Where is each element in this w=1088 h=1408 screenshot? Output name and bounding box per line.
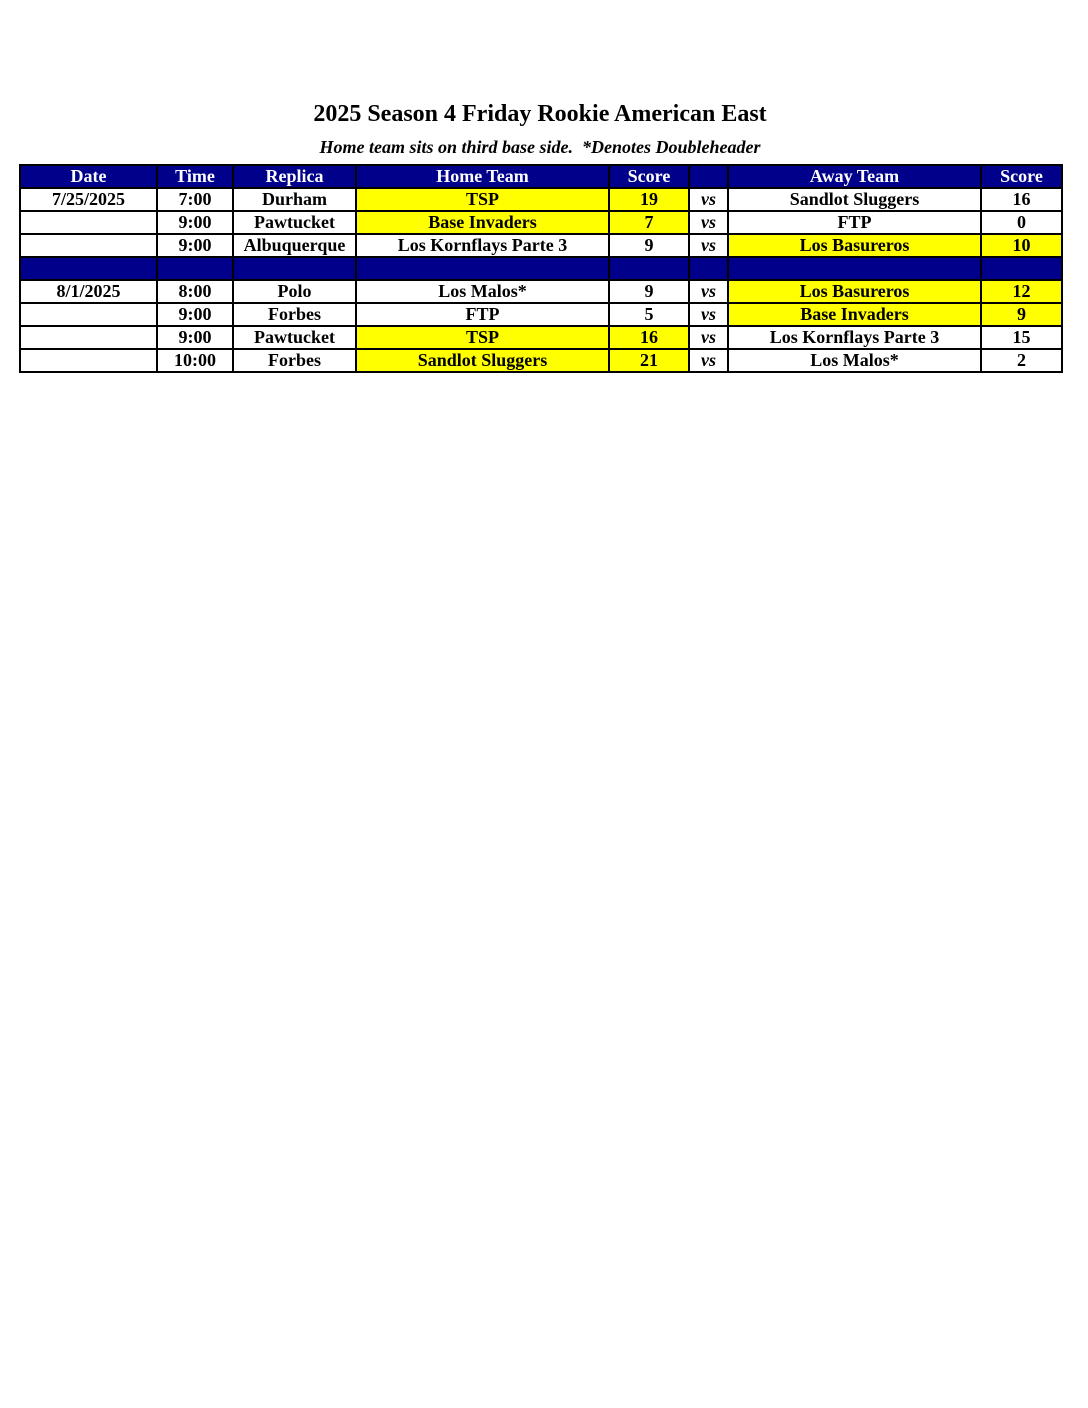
home-team-cell: Base Invaders: [356, 211, 609, 234]
home-score-cell: 19: [609, 188, 689, 211]
time-cell: 10:00: [157, 349, 233, 372]
home-score-cell: 21: [609, 349, 689, 372]
separator-cell: [356, 257, 609, 280]
replica-cell: Polo: [233, 280, 356, 303]
separator-cell: [981, 257, 1062, 280]
separator-cell: [689, 257, 728, 280]
replica-cell: Forbes: [233, 349, 356, 372]
week-separator-row: [20, 257, 1062, 280]
header-date: Date: [20, 165, 157, 188]
vs-cell: vs: [689, 211, 728, 234]
time-cell: 8:00: [157, 280, 233, 303]
away-team-cell: FTP: [728, 211, 981, 234]
header-time: Time: [157, 165, 233, 188]
game-row: [20, 234, 1062, 257]
separator-cell: [233, 257, 356, 280]
away-score-cell: 9: [981, 303, 1062, 326]
away-score-cell: 12: [981, 280, 1062, 303]
vs-cell: vs: [689, 188, 728, 211]
vs-cell: vs: [689, 234, 728, 257]
page-title: 2025 Season 4 Friday Rookie American East: [313, 101, 767, 127]
away-score-cell: 2: [981, 349, 1062, 372]
home-team-cell: Los Malos*: [356, 280, 609, 303]
away-team-cell: Los Kornflays Parte 3: [728, 326, 981, 349]
date-cell: [20, 349, 157, 372]
date-cell: [20, 326, 157, 349]
time-cell: 9:00: [157, 211, 233, 234]
schedule-body: [20, 188, 1062, 372]
vs-cell: vs: [689, 326, 728, 349]
date-cell: 7/25/2025: [20, 188, 157, 211]
time-cell: 7:00: [157, 188, 233, 211]
away-team-cell: Sandlot Sluggers: [728, 188, 981, 211]
header-row: [20, 165, 1062, 188]
home-score-cell: 9: [609, 280, 689, 303]
separator-cell: [728, 257, 981, 280]
date-cell: 8/1/2025: [20, 280, 157, 303]
home-score-cell: 16: [609, 326, 689, 349]
vs-cell: vs: [689, 303, 728, 326]
vs-cell: vs: [689, 280, 728, 303]
game-row: [20, 303, 1062, 326]
schedule-table: [19, 164, 1063, 373]
header-home-score: Score: [609, 165, 689, 188]
away-team-cell: Los Basureros: [728, 280, 981, 303]
date-cell: [20, 234, 157, 257]
home-score-cell: 7: [609, 211, 689, 234]
header-home-team: Home Team: [356, 165, 609, 188]
game-row: [20, 326, 1062, 349]
date-cell: [20, 211, 157, 234]
separator-cell: [20, 257, 157, 280]
game-row: [20, 280, 1062, 303]
replica-cell: Durham: [233, 188, 356, 211]
home-score-cell: 5: [609, 303, 689, 326]
vs-cell: vs: [689, 349, 728, 372]
header-replica: Replica: [233, 165, 356, 188]
header-vs: [689, 165, 728, 188]
time-cell: 9:00: [157, 326, 233, 349]
away-score-cell: 0: [981, 211, 1062, 234]
replica-cell: Pawtucket: [233, 326, 356, 349]
game-row: [20, 188, 1062, 211]
time-cell: 9:00: [157, 303, 233, 326]
away-team-cell: Los Malos*: [728, 349, 981, 372]
replica-cell: Forbes: [233, 303, 356, 326]
separator-cell: [609, 257, 689, 280]
header-away-score: Score: [981, 165, 1062, 188]
replica-cell: Pawtucket: [233, 211, 356, 234]
home-team-cell: TSP: [356, 326, 609, 349]
game-row: [20, 349, 1062, 372]
away-score-cell: 10: [981, 234, 1062, 257]
home-team-cell: Los Kornflays Parte 3: [356, 234, 609, 257]
separator-cell: [157, 257, 233, 280]
away-team-cell: Los Basureros: [728, 234, 981, 257]
away-score-cell: 16: [981, 188, 1062, 211]
home-team-cell: TSP: [356, 188, 609, 211]
home-team-cell: FTP: [356, 303, 609, 326]
home-team-cell: Sandlot Sluggers: [356, 349, 609, 372]
game-row: [20, 211, 1062, 234]
home-score-cell: 9: [609, 234, 689, 257]
date-cell: [20, 303, 157, 326]
away-team-cell: Base Invaders: [728, 303, 981, 326]
header-away-team: Away Team: [728, 165, 981, 188]
time-cell: 9:00: [157, 234, 233, 257]
replica-cell: Albuquerque: [233, 234, 356, 257]
away-score-cell: 15: [981, 326, 1062, 349]
page-subtitle: Home team sits on third base side. *Denotes Doubleheader: [319, 137, 761, 157]
